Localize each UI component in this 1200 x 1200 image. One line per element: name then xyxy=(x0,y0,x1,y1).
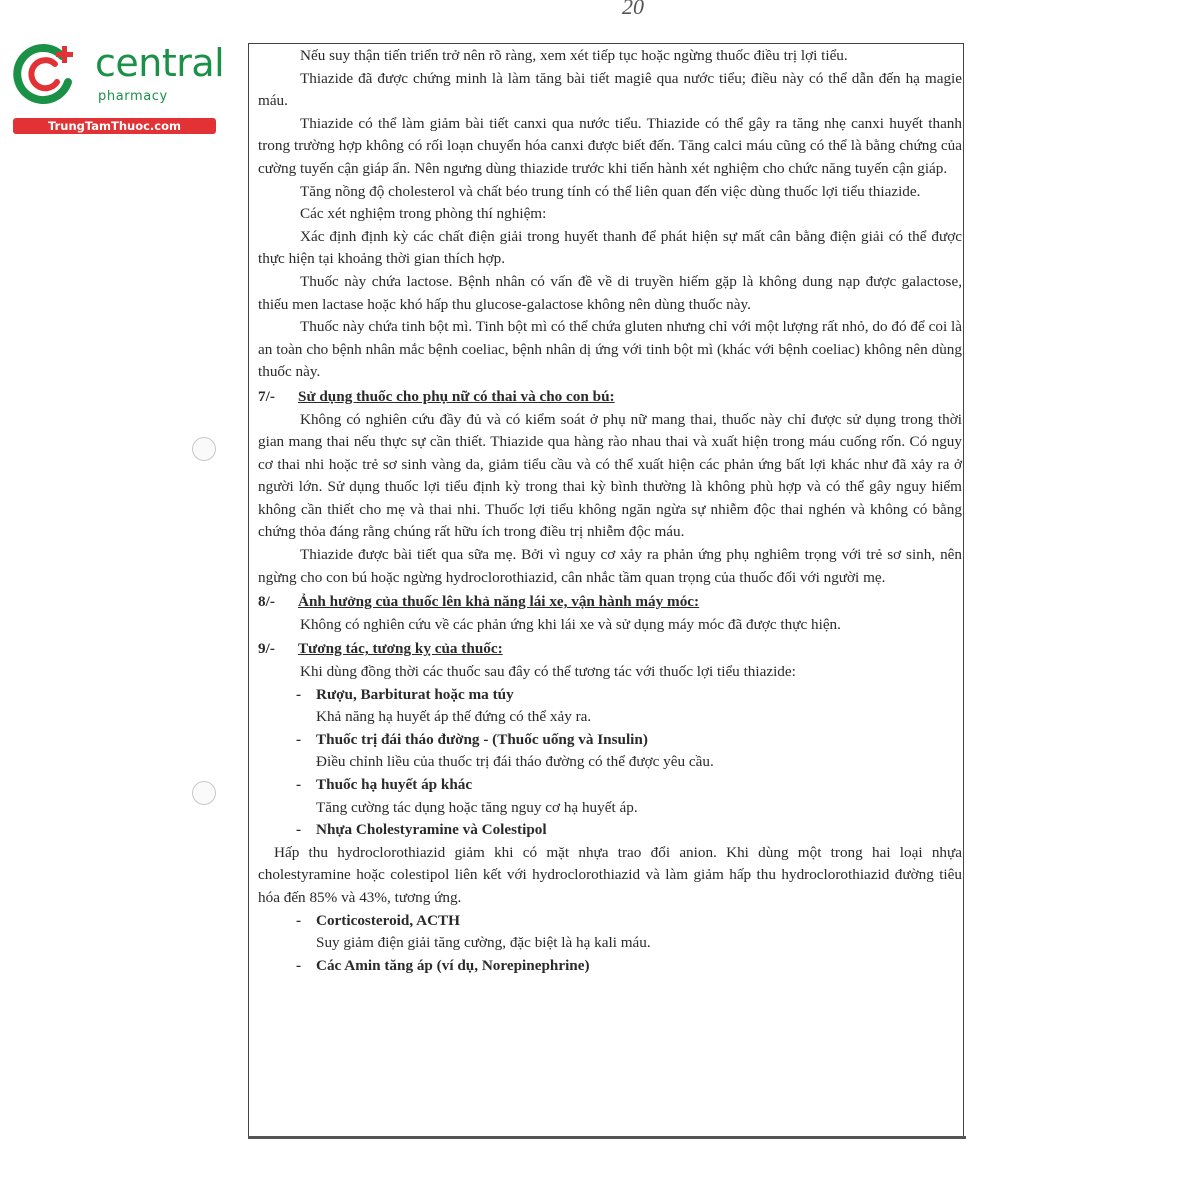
document-body xyxy=(258,45,962,977)
paragraph: Thuốc này chứa tinh bột mì. Tinh bột mì có thể chứa gluten nhưng chỉ với một lượng rất nhỏ, do đó để coi là an toàn cho bệnh nhân mắc bệnh coeliac, bệnh nhân dị ứng với tinh bột mì (khác với bệnh coeliac) không nên dùng thuốc này. xyxy=(258,318,962,381)
interaction-item-text: Khả năng hạ huyết áp thế đứng có thể xảy ra. xyxy=(316,708,592,726)
section-number: 8/- xyxy=(258,593,275,611)
punch-hole xyxy=(192,437,216,461)
section-7-heading xyxy=(258,386,962,409)
interaction-item-title: - Rượu, Barbiturat hoặc ma túy xyxy=(296,685,514,703)
section-title: Ảnh hưởng của thuốc lên khả năng lái xe, vận hành máy móc: xyxy=(298,593,700,611)
paragraph: Thiazide được bài tiết qua sữa mẹ. Bởi vì nguy cơ xảy ra phản ứng phụ nghiêm trọng với trẻ sơ sinh, nên ngừng cho con bú hoặc ngừng hydroclorothiazid, cân nhắc tầm quan trọng của thuốc đối với người mẹ. xyxy=(258,546,962,586)
interaction-item-text: Hấp thu hydroclorothiazid giảm khi có mặt nhựa trao đổi anion. Khi dùng một trong hai loại nhựa cholestyramine hoặc colestipol liên kết với hydroclorothiazid và làm giảm hấp thu hydroclorothiazid đường tiêu hóa đến 85% và 43%, tương ứng. xyxy=(258,843,962,906)
interaction-item-title: - Corticosteroid, ACTH xyxy=(296,911,460,929)
paragraph: Nếu suy thận tiến triển trở nên rõ ràng, xem xét tiếp tục hoặc ngừng thuốc điều trị lợi tiểu. xyxy=(300,47,848,64)
section-number: 7/- xyxy=(258,387,275,405)
central-pharmacy-logo[interactable] xyxy=(10,38,225,138)
paragraph: Các xét nghiệm trong phòng thí nghiệm: xyxy=(300,205,547,223)
paragraph: Thiazide có thể làm giảm bài tiết canxi qua nước tiểu. Thiazide có thể gây ra tăng nhẹ canxi huyết thanh trong trường hợp không có rối loạn chuyển hóa canxi được biết đến. Tăng calci máu cũng có thể là bằng chứng của cường tuyến cận giáp ẩn. Nên ngưng dùng thiazide trước khi tiến hành xét nghiệm cho chức năng tuyến cận giáp. xyxy=(258,114,962,177)
document-bottom-rule xyxy=(248,1136,966,1139)
paragraph: Thiazide đã được chứng minh là làm tăng bài tiết magiê qua nước tiểu; điều này có thể dẫn đến hạ magie máu. xyxy=(258,69,962,110)
paragraph: Xác định định kỳ các chất điện giải trong huyết thanh để phát hiện sự mất cân bằng điện giải có thể được thực hiện tại khoảng thời gian thích hợp. xyxy=(258,227,962,268)
page-number: 20 xyxy=(622,0,644,19)
punch-hole xyxy=(192,781,216,805)
brand-name: central xyxy=(95,41,225,85)
interaction-item-title: - Nhựa Cholestyramine và Colestipol xyxy=(296,821,547,839)
paragraph: Khi dùng đồng thời các thuốc sau đây có thể tương tác với thuốc lợi tiểu thiazide: xyxy=(300,663,796,681)
section-9-heading xyxy=(258,638,962,661)
brand-site: TrungTamThuoc.com xyxy=(13,118,216,134)
brand-sub: pharmacy xyxy=(98,89,168,104)
interaction-item-title: - Các Amin tăng áp (ví dụ, Norepinephrine) xyxy=(296,956,590,974)
paragraph: Thuốc này chứa lactose. Bệnh nhân có vấn đề về di truyền hiếm gặp là không dung nạp được galactose, thiếu men lactase hoặc khó hấp thu glucose-galactose không nên dùng thuốc này. xyxy=(258,272,962,313)
paragraph: Không có nghiên cứu đầy đủ và có kiểm soát ở phụ nữ mang thai, thuốc này chỉ được sử dụng trong thời gian mang thai nếu thực sự cần thiết. Thiazide qua hàng rào nhau thai và xuất hiện trong máu cuống rốn. Có nguy cơ thai nhi hoặc trẻ sơ sinh vàng da, giảm tiểu cầu và có thể xuất hiện các phản ứng bất lợi khác như đã xảy ra ở người lớn. Sử dụng thuốc lợi tiểu định kỳ trong thai kỳ bình thường là không phù hợp và có thể gây nguy hiểm không cần thiết cho mẹ và thai nhi. Thuốc lợi tiểu không ngăn ngừa sự nhiễm độc thai nghén và không có bằng chứng thỏa đáng rằng chúng rất hữu ích trong điều trị nhiễm độc máu. xyxy=(258,410,962,541)
paragraph: Tăng nồng độ cholesterol và chất béo trung tính có thể liên quan đến việc dùng thuốc lợi tiểu thiazide. xyxy=(300,182,921,200)
section-number: 9/- xyxy=(258,640,275,658)
pharmacy-c-plus-icon xyxy=(10,38,80,108)
section-title: Sử dụng thuốc cho phụ nữ có thai và cho con bú: xyxy=(298,387,615,405)
interaction-item-text: Suy giảm điện giải tăng cường, đặc biệt là hạ kali máu. xyxy=(316,934,651,952)
interaction-item-title: - Thuốc trị đái tháo đường - (Thuốc uống và Insulin) xyxy=(296,730,648,748)
interaction-item-text: Tăng cường tác dụng hoặc tăng nguy cơ hạ huyết áp. xyxy=(316,798,638,816)
section-title: Tương tác, tương kỵ của thuốc: xyxy=(298,640,503,658)
interaction-item-title: - Thuốc hạ huyết áp khác xyxy=(296,776,473,793)
interaction-item-text: Điều chỉnh liều của thuốc trị đái tháo đường có thể được yêu cầu. xyxy=(316,753,714,771)
paragraph: Không có nghiên cứu về các phản ứng khi lái xe và sử dụng máy móc đã được thực hiện. xyxy=(300,615,841,633)
section-8-heading xyxy=(258,591,962,614)
